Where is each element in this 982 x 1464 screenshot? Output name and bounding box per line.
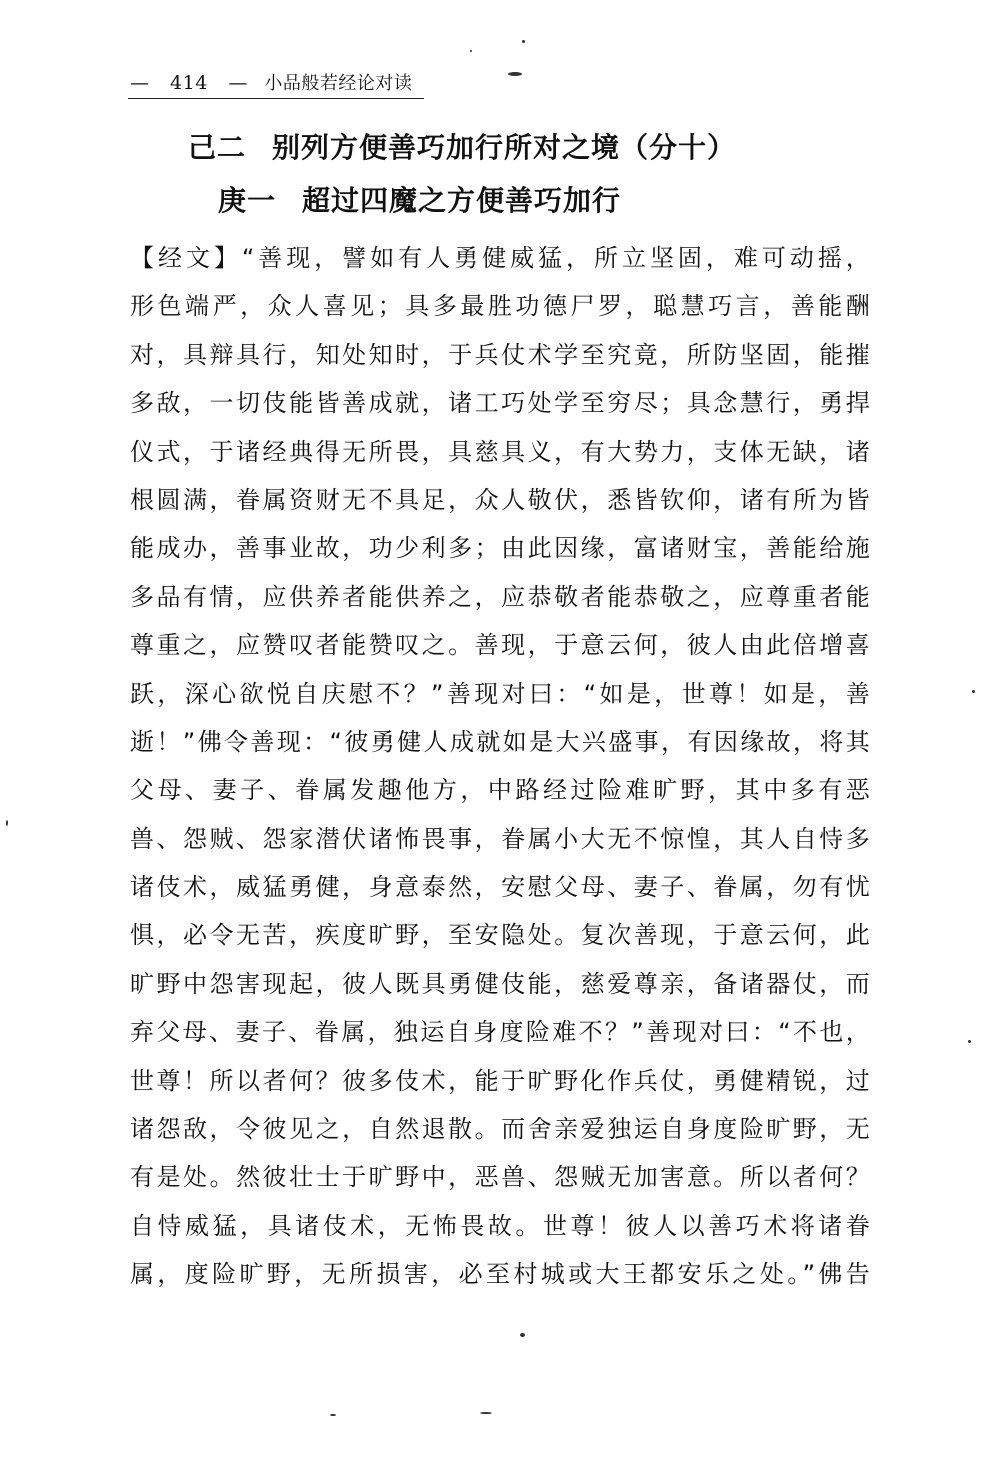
page-number: 414 (170, 72, 208, 94)
text-line: 尊重之，应赞叹者能赞叹之。善现，于意云何，彼人由此倍增喜 (130, 631, 870, 660)
scan-speck (330, 1414, 336, 1416)
text-line: 跃，深心欲悦自庆慰不？”善现对曰：“如是，世尊！如是，善 (130, 679, 870, 708)
text-line: 弃父母、妻子、眷属，独运自身度险难不？”善现对曰：“不也， (130, 1018, 870, 1047)
text-line: 诸伎术，威猛勇健，身意泰然，安慰父母、妻子、眷属，勿有忧 (130, 873, 870, 902)
section-heading-text: 别列方便善巧加行所对之境（分十） (272, 131, 737, 164)
scan-speck (520, 1333, 525, 1337)
text-line: 能成办，善事业故，功少利多；由此因缘，富诸财宝，善能给施 (130, 534, 870, 563)
scan-speck (6, 820, 8, 826)
text-line: 属，度险旷野，无所损害，必至村城或大王都安乐之处。”佛告 (130, 1260, 870, 1289)
text-line: 仪式，于诸经典得无所畏，具慈具义，有大势力，支体无缺，诸 (130, 437, 870, 466)
section-heading-label: 己二 (188, 131, 247, 164)
running-header (130, 70, 412, 97)
text-line: 自恃威猛，具诸伎术，无怖畏故。世尊！彼人以善巧术将诸眷 (130, 1211, 870, 1240)
text-line: 根圆满，眷属资财无不具足，众人敬伏，悉皆钦仰，诸有所为皆 (130, 485, 870, 514)
subsection-heading-text: 超过四魔之方便善巧加行 (302, 184, 622, 217)
scan-speck (968, 1040, 971, 1043)
header-dash-left: — (130, 72, 150, 94)
scan-speck (480, 1412, 492, 1414)
scan-speck (508, 72, 522, 76)
subsection-heading-label: 庚一 (218, 184, 277, 217)
scan-speck (470, 50, 472, 52)
text-line: 【经文】“善现，譬如有人勇健威猛，所立坚固，难可动摇， (130, 244, 870, 272)
header-dash-right: — (228, 72, 248, 94)
text-line: 有是处。然彼壮士于旷野中，恶兽、怨贼无加害意。所以者何？ (130, 1163, 870, 1192)
text-line: 旷野中怨害现起，彼人既具勇健伎能，慈爱尊亲，备诸器仗，而 (130, 969, 870, 998)
text-line: 多敌，一切伎能皆善成就，诸工巧处学至穷尽；具念慧行，勇捍 (130, 389, 870, 418)
text-line: 形色端严，众人喜见；具多最胜功德尸罗，聪慧巧言，善能酬 (130, 292, 870, 321)
text-line: 对，具辩具行，知处知时，于兵仗术学至究竟，所防坚固，能摧 (130, 340, 870, 369)
text-line: 多品有情，应供养者能供养之，应恭敬者能恭敬之，应尊重者能 (130, 582, 870, 611)
scan-speck (522, 40, 525, 43)
text-line: 诸怨敌，令彼见之，自然退散。而舍亲爱独运自身度险旷野，无 (130, 1115, 870, 1144)
scan-speck (972, 690, 975, 693)
book-title: 小品般若经论对读 (264, 73, 413, 94)
header-rule (128, 98, 424, 99)
text-line: 逝！”佛令善现：“彼勇健人成就如是大兴盛事，有因缘故，将其 (130, 727, 870, 756)
text-line: 兽、怨贼、怨家潜伏诸怖畏事，眷属小大无不惊惶，其人自恃多 (130, 824, 870, 853)
section-heading (188, 130, 736, 166)
subsection-heading (218, 183, 621, 219)
text-line: 惧，必令无苦，疾度旷野，至安隐处。复次善现，于意云何，此 (130, 921, 870, 950)
text-line: 世尊！所以者何？彼多伎术，能于旷野化作兵仗，勇健精锐，过 (130, 1066, 870, 1095)
text-line: 父母、妻子、眷属发趣他方，中路经过险难旷野，其中多有恶 (130, 776, 870, 805)
scripture-text (130, 234, 870, 1299)
